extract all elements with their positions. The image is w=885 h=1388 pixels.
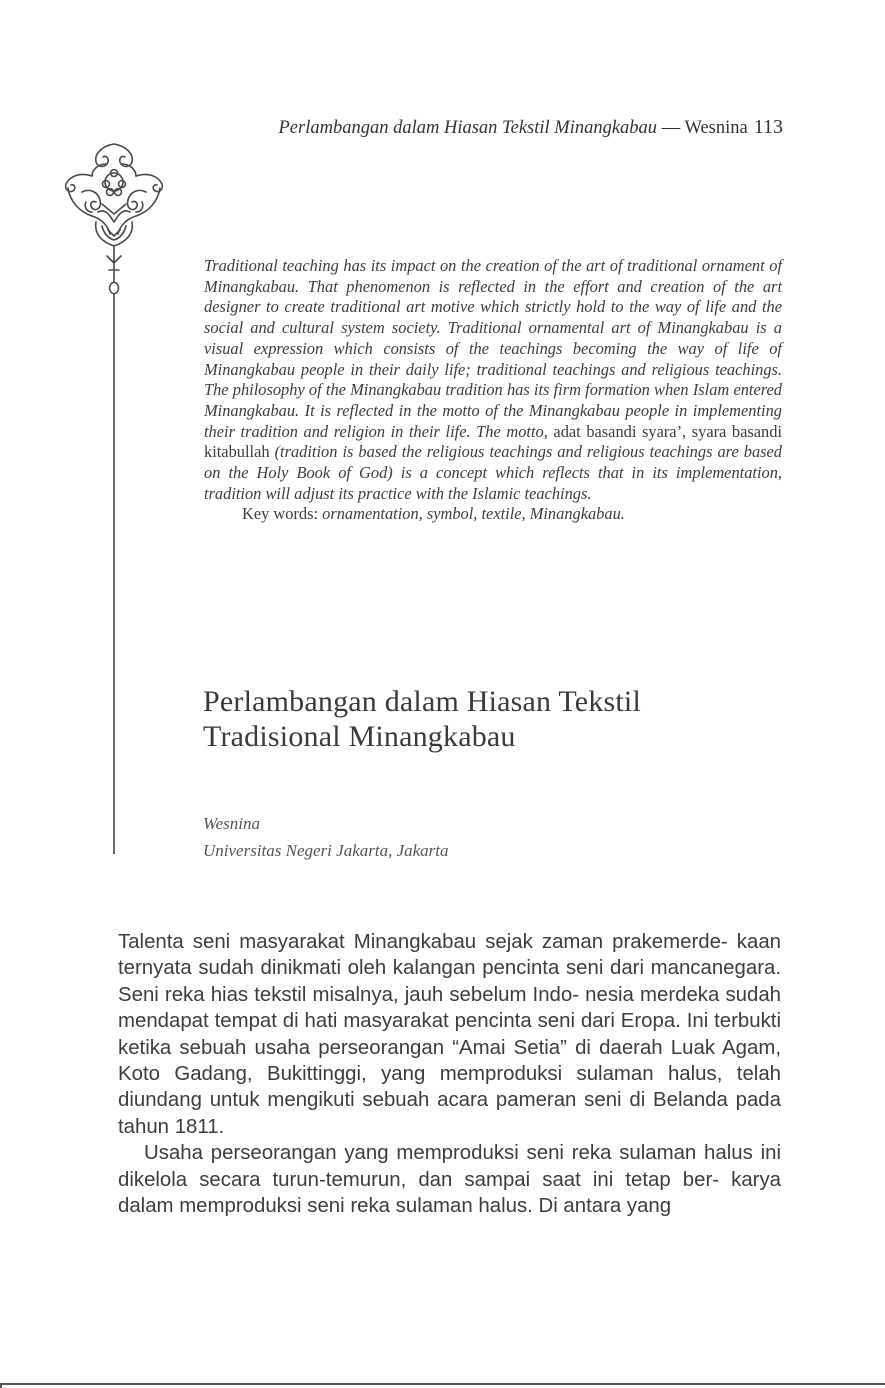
article-title <box>203 684 803 754</box>
keywords <box>204 504 782 525</box>
running-head <box>205 116 783 139</box>
body-paragraph-1: Talenta seni masyarakat Minangkabau sejak zaman prakemerde- kaan ternyata sudah dinikmati oleh kalangan pencinta seni dari mancanegara. Seni reka hias tekstil misalnya, jauh sebelum Indo- nesia merdeka sudah mendapat tempat di hati masyarakat pencinta seni dari Eropa. Ini terbukti ketika sebuah usaha perseorangan “Amai Setia” di daerah Luak Agam, Koto Gadang, Bukittinggi, yang memproduksi sulaman halus, telah diundang untuk mengikuti sebuah acara pameran seni di Belanda pada tahun 1811. <box>118 931 781 1138</box>
page-number: 113 <box>753 116 783 138</box>
bottom-border <box>0 1383 885 1385</box>
author-block <box>203 810 703 864</box>
author-name: Wesnina <box>203 814 260 833</box>
keywords-list: ornamentation, symbol, textile, Minangkabau. <box>322 504 625 524</box>
running-head-author: Wesnina <box>684 118 748 138</box>
abstract <box>204 256 782 525</box>
body-paragraph-2: Usaha perseorangan yang memproduksi seni reka sulaman halus ini dikelola secara turun-temurun, dan sampai saat ini tetap ber- karya dalam memproduksi seni reka sulaman halus. Di antara yang <box>118 1142 781 1218</box>
abstract-part1: Traditional teaching has its impact on the creation of the art of traditional ornament of Minangkabau. That phenomenon is reflected in the effort and creation of the art designer to create traditional art motive which strictly hold to the way of life and the social and cultural system society. Traditional ornamental art of Minangkabau is a visual expression which consists of the teachings becoming the way of life of Minangkabau people in their daily life; traditional teachings and religious teachings. The philosophy of the Minangkabau tradition has its firm formation when Islam entered Minangkabau. It is reflected in the motto of the Minangkabau people in implementing their tradition and religion in their life. The motto, <box>204 256 782 441</box>
abstract-motto: adat basandi syara’, syara basandi kitabullah <box>204 421 782 462</box>
running-head-separator: — <box>657 118 685 138</box>
abstract-text <box>204 256 782 504</box>
article-title-line-1: Perlambangan dalam Hiasan Tekstil <box>203 685 641 718</box>
keywords-label: Key words: <box>242 504 319 524</box>
body-text <box>118 929 781 1219</box>
running-head-title: Perlambangan dalam Hiasan Tekstil Minangkabau <box>278 118 658 138</box>
abstract-part2: (tradition is based the religious teachings and religious teachings are based on the Holy Book of God) is a concept which reflects that in its implementation, tradition will adjust its practice with the Islamic teachings. <box>204 442 782 503</box>
floral-ornament-icon <box>62 142 166 857</box>
article-title-line-2: Tradisional Minangkabau <box>203 720 516 753</box>
bottom-corner-mark <box>0 1383 2 1388</box>
author-affiliation: Universitas Negeri Jakarta, Jakarta <box>203 841 449 860</box>
